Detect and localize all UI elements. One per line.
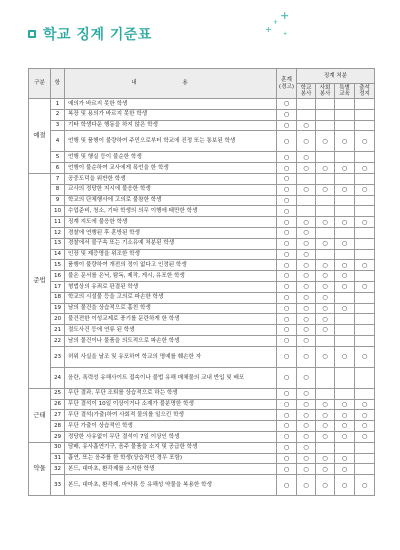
special-education-mark [335, 173, 355, 184]
item-number: 11 [51, 217, 65, 228]
item-description: 복장 및 용의가 바르지 못한 학생 [65, 109, 277, 120]
item-number: 17 [51, 281, 65, 292]
item-description: 징계 지도에 불응한 학생 [65, 217, 277, 228]
suspension-mark [355, 109, 375, 120]
table-row [29, 335, 375, 346]
school-service-mark: ○ [297, 453, 316, 464]
warning-mark: ○ [277, 238, 297, 249]
community-service-mark [316, 173, 335, 184]
item-number: 2 [51, 109, 65, 120]
community-service-mark [316, 249, 335, 260]
warning-mark: ○ [277, 184, 297, 195]
item-description: 학교의 시설물 등을 고의로 파손한 학생 [65, 292, 277, 303]
item-number: 18 [51, 292, 65, 303]
community-service-mark: ○ [316, 314, 335, 325]
item-description: 수업준비, 청소, 기타 학생의 의무 이행에 태만한 학생 [65, 206, 277, 217]
warning-mark: ○ [277, 388, 297, 399]
table-row [29, 249, 375, 260]
item-description: 교사의 정당한 지시에 불응한 학생 [65, 184, 277, 195]
table-row [29, 410, 375, 421]
item-number: 21 [51, 325, 65, 336]
suspension-mark [355, 292, 375, 303]
table-row [29, 120, 375, 131]
suspension-mark [355, 442, 375, 453]
community-service-mark: ○ [316, 260, 335, 271]
item-description: 경찰에서 불구속 또는 기소유예 처분된 학생 [65, 238, 277, 249]
suspension-mark [355, 453, 375, 464]
item-number: 22 [51, 335, 65, 346]
table-row [29, 325, 375, 336]
item-description: 무단 가출이 상습적인 학생 [65, 421, 277, 432]
warning-mark: ○ [277, 442, 297, 453]
warning-mark: ○ [277, 99, 297, 110]
table-row [29, 195, 375, 206]
table-row [29, 388, 375, 399]
item-number: 29 [51, 431, 65, 442]
item-number: 15 [51, 260, 65, 271]
item-description: 기타 학생다운 행동을 하지 않은 학생 [65, 120, 277, 131]
item-description: 무단 결석이 10일 이상이거나 소재가 불분명한 학생 [65, 399, 277, 410]
school-service-mark: ○ [297, 421, 316, 432]
warning-mark: ○ [277, 292, 297, 303]
suspension-mark [355, 335, 375, 346]
community-service-mark [316, 388, 335, 399]
suspension-mark: ○ [355, 131, 375, 152]
item-number: 5 [51, 152, 65, 163]
special-education-mark [335, 335, 355, 346]
item-description: 언행 및 행실 등이 불순한 학생 [65, 152, 277, 163]
suspension-mark [355, 99, 375, 110]
item-number: 9 [51, 195, 65, 206]
school-service-mark [297, 195, 316, 206]
warning-mark: ○ [277, 173, 297, 184]
school-service-mark [297, 206, 316, 217]
community-service-mark: ○ [316, 410, 335, 421]
community-service-mark: ○ [316, 281, 335, 292]
suspension-mark: ○ [355, 184, 375, 195]
special-education-mark: ○ [335, 421, 355, 432]
special-education-mark: ○ [335, 453, 355, 464]
header-category: 구분 [29, 69, 51, 99]
suspension-mark [355, 238, 375, 249]
school-service-mark: ○ [297, 184, 316, 195]
table-row [29, 238, 375, 249]
warning-mark: ○ [277, 281, 297, 292]
warning-mark: ○ [277, 431, 297, 442]
school-service-mark: ○ [297, 260, 316, 271]
suspension-mark [355, 206, 375, 217]
community-service-mark: ○ [316, 346, 335, 367]
category-cell: 약물 [29, 442, 51, 495]
item-number: 20 [51, 314, 65, 325]
suspension-mark [355, 173, 375, 184]
table-row [29, 303, 375, 314]
suspension-mark: ○ [355, 410, 375, 421]
plus-decoration-icon: + [273, 19, 279, 26]
school-service-mark: ○ [297, 271, 316, 282]
item-description: 본드, 대마초, 환각제를 소지한 학생 [65, 464, 277, 475]
header-community-service: 사회 봉사 [316, 84, 335, 99]
item-description: 음란, 폭력성 유해사이트 접속이나 불법 유해 매체물의 교내 반입 및 배포 [65, 367, 277, 388]
school-service-mark [297, 99, 316, 110]
community-service-mark: ○ [316, 421, 335, 432]
warning-mark: ○ [277, 163, 297, 174]
special-education-mark: ○ [335, 410, 355, 421]
suspension-mark: ○ [355, 399, 375, 410]
item-description: 정당한 사유없이 무단 결석이 7일 이상인 학생 [65, 431, 277, 442]
header-school-service: 학교 봉사 [297, 84, 316, 99]
suspension-mark: ○ [355, 475, 375, 496]
community-service-mark [316, 120, 335, 131]
table-row [29, 152, 375, 163]
item-number: 12 [51, 227, 65, 238]
title-block [28, 22, 152, 46]
item-description: 학교의 단체행사에 고의로 불참한 학생 [65, 195, 277, 206]
suspension-mark [355, 464, 375, 475]
suspension-mark: ○ [355, 346, 375, 367]
square-bullet-icon [28, 30, 36, 38]
warning-mark: ○ [277, 367, 297, 388]
table-row [29, 109, 375, 120]
warning-mark: ○ [277, 453, 297, 464]
warning-mark: ○ [277, 271, 297, 282]
item-number: 16 [51, 271, 65, 282]
item-number: 28 [51, 421, 65, 432]
school-service-mark: ○ [297, 131, 316, 152]
school-service-mark: ○ [297, 475, 316, 496]
item-number: 10 [51, 206, 65, 217]
header-content [65, 69, 277, 99]
warning-mark: ○ [277, 260, 297, 271]
item-description: 불건전한 이성교제로 풍기를 문란하게 한 학생 [65, 314, 277, 325]
warning-mark: ○ [277, 335, 297, 346]
item-description: 담배, 유사흡연기구, 음주 물품을 소지 및 공급한 학생 [65, 442, 277, 453]
school-service-mark: ○ [297, 217, 316, 228]
community-service-mark [316, 206, 335, 217]
suspension-mark: ○ [355, 421, 375, 432]
warning-mark: ○ [277, 421, 297, 432]
special-education-mark: ○ [335, 399, 355, 410]
header-special-education: 특별 교육 [335, 84, 355, 99]
suspension-mark [355, 388, 375, 399]
special-education-mark [335, 314, 355, 325]
item-number: 30 [51, 442, 65, 453]
table-row [29, 421, 375, 432]
table-row [29, 453, 375, 464]
community-service-mark: ○ [316, 184, 335, 195]
school-service-mark: ○ [297, 281, 316, 292]
item-description: 허위 사실을 날조 및 유포하여 학교의 명예를 훼손한 자 [65, 346, 277, 367]
school-service-mark: ○ [297, 152, 316, 163]
suspension-mark [355, 303, 375, 314]
suspension-mark [355, 367, 375, 388]
warning-mark: ○ [277, 314, 297, 325]
special-education-mark [335, 388, 355, 399]
table-row [29, 271, 375, 282]
table-row [29, 227, 375, 238]
school-service-mark [297, 173, 316, 184]
suspension-mark [355, 227, 375, 238]
warning-mark: ○ [277, 325, 297, 336]
community-service-mark: ○ [316, 431, 335, 442]
table-row [29, 314, 375, 325]
special-education-mark: ○ [335, 217, 355, 228]
warning-mark: ○ [277, 249, 297, 260]
item-number: 32 [51, 464, 65, 475]
special-education-mark [335, 99, 355, 110]
community-service-mark [316, 109, 335, 120]
community-service-mark [316, 227, 335, 238]
table-row [29, 131, 375, 152]
item-description: 예의가 바르지 못한 학생 [65, 99, 277, 110]
school-service-mark: ○ [297, 163, 316, 174]
table-row [29, 346, 375, 367]
item-number: 13 [51, 238, 65, 249]
suspension-mark [355, 152, 375, 163]
school-service-mark: ○ [297, 120, 316, 131]
warning-mark: ○ [277, 410, 297, 421]
table-row [29, 399, 375, 410]
community-service-mark [316, 367, 335, 388]
community-service-mark [316, 195, 335, 206]
table-row [29, 442, 375, 453]
item-number: 26 [51, 399, 65, 410]
school-service-mark: ○ [297, 431, 316, 442]
special-education-mark [335, 227, 355, 238]
special-education-mark [335, 120, 355, 131]
school-service-mark: ○ [297, 335, 316, 346]
warning-mark: ○ [277, 195, 297, 206]
header-content-label: 내 용 [131, 80, 210, 87]
special-education-mark [335, 152, 355, 163]
item-number: 6 [51, 163, 65, 174]
special-education-mark [335, 325, 355, 336]
table-row [29, 367, 375, 388]
special-education-mark: ○ [335, 464, 355, 475]
warning-mark: ○ [277, 131, 297, 152]
community-service-mark: ○ [316, 131, 335, 152]
table-row [29, 99, 375, 110]
school-service-mark: ○ [297, 464, 316, 475]
community-service-mark: ○ [316, 271, 335, 282]
table-row [29, 292, 375, 303]
item-number: 27 [51, 410, 65, 421]
special-education-mark [335, 109, 355, 120]
table-row [29, 206, 375, 217]
school-service-mark: ○ [297, 227, 316, 238]
school-service-mark: ○ [297, 325, 316, 336]
community-service-mark: ○ [316, 238, 335, 249]
table-row [29, 163, 375, 174]
school-service-mark: ○ [297, 410, 316, 421]
item-number: 3 [51, 120, 65, 131]
item-number: 14 [51, 249, 65, 260]
school-service-mark: ○ [297, 303, 316, 314]
community-service-mark [316, 442, 335, 453]
warning-mark: ○ [277, 346, 297, 367]
school-service-mark: ○ [297, 346, 316, 367]
suspension-mark [355, 271, 375, 282]
item-description: 남의 물건이나 물품을 의도적으로 파손한 학생 [65, 335, 277, 346]
special-education-mark [335, 292, 355, 303]
plus-decoration-icon: + [283, 31, 288, 37]
item-number: 7 [51, 173, 65, 184]
warning-mark: ○ [277, 109, 297, 120]
special-education-mark: ○ [335, 131, 355, 152]
category-cell: 예절 [29, 99, 51, 174]
item-description: 공중도덕을 위반한 학생 [65, 173, 277, 184]
warning-mark: ○ [277, 475, 297, 496]
plus-decoration-icon: + [280, 9, 290, 22]
warning-mark: ○ [277, 464, 297, 475]
school-service-mark: ○ [297, 292, 316, 303]
suspension-mark: ○ [355, 281, 375, 292]
item-description: 흡연, 또는 음주를 한 학생(상습적인 경우 포함) [65, 453, 277, 464]
special-education-mark: ○ [335, 184, 355, 195]
community-service-mark: ○ [316, 325, 335, 336]
special-education-mark [335, 367, 355, 388]
special-education-mark [335, 249, 355, 260]
item-description: 절도사건 등에 연류 된 학생 [65, 325, 277, 336]
table-row [29, 431, 375, 442]
item-description: 남의 물건을 상습적으로 훔친 학생 [65, 303, 277, 314]
suspension-mark: ○ [355, 431, 375, 442]
special-education-mark: ○ [335, 346, 355, 367]
warning-mark: ○ [277, 303, 297, 314]
table-row [29, 260, 375, 271]
item-description: 불온 문서를 은닉, 탐독, 제작, 게시, 유포한 학생 [65, 271, 277, 282]
warning-mark: ○ [277, 152, 297, 163]
community-service-mark: ○ [316, 163, 335, 174]
special-education-mark: ○ [335, 303, 355, 314]
community-service-mark: ○ [316, 399, 335, 410]
category-cell: 근태 [29, 388, 51, 442]
special-education-mark: ○ [335, 271, 355, 282]
header-number: 항 [51, 69, 65, 99]
suspension-mark: ○ [355, 163, 375, 174]
school-service-mark: ○ [297, 399, 316, 410]
item-description: 품행이 불량하여 개전의 정이 없다고 인정된 학생 [65, 260, 277, 271]
discipline-table-container [28, 68, 374, 496]
item-number: 19 [51, 303, 65, 314]
table-row [29, 281, 375, 292]
suspension-mark [355, 325, 375, 336]
item-number: 31 [51, 453, 65, 464]
suspension-mark: ○ [355, 260, 375, 271]
suspension-mark [355, 120, 375, 131]
item-description: 언행 및 품행이 불량하여 주민으로부터 학교에 진정 또는 통보된 학생 [65, 131, 277, 152]
table-body [29, 99, 375, 496]
item-description: 무단 결과, 무단 조퇴를 상습적으로 하는 학생 [65, 388, 277, 399]
item-number: 4 [51, 131, 65, 152]
suspension-mark: ○ [355, 217, 375, 228]
table-row [29, 173, 375, 184]
community-service-mark: ○ [316, 475, 335, 496]
community-service-mark: ○ [316, 292, 335, 303]
item-number: 25 [51, 388, 65, 399]
school-service-mark: ○ [297, 367, 316, 388]
plus-decoration-icon: + [265, 25, 272, 34]
school-service-mark: ○ [297, 249, 316, 260]
school-service-mark: ○ [297, 314, 316, 325]
school-service-mark: ○ [297, 442, 316, 453]
warning-mark: ○ [277, 227, 297, 238]
item-description: 본드, 대마초, 환각제, 마약류 등 유해성 약물을 복용한 학생 [65, 475, 277, 496]
community-service-mark: ○ [316, 217, 335, 228]
header-suspension: 출석 정지 [355, 84, 375, 99]
warning-mark: ○ [277, 120, 297, 131]
table-row [29, 217, 375, 228]
suspension-mark [355, 195, 375, 206]
warning-mark: ○ [277, 206, 297, 217]
community-service-mark: ○ [316, 303, 335, 314]
discipline-standards-table [28, 68, 375, 496]
special-education-mark: ○ [335, 163, 355, 174]
table-row [29, 475, 375, 496]
item-description: 무단 결석(가출)하여 사회적 물의를 일으킨 학생 [65, 410, 277, 421]
item-description: 인장 및 제증명을 위조한 학생 [65, 249, 277, 260]
item-number: 24 [51, 367, 65, 388]
suspension-mark [355, 314, 375, 325]
item-description: 경찰에 연행된 후 훈방된 학생 [65, 227, 277, 238]
special-education-mark: ○ [335, 281, 355, 292]
special-education-mark [335, 206, 355, 217]
item-number: 8 [51, 184, 65, 195]
item-description: 언행이 불순하여 교사에게 폭언을 한 학생 [65, 163, 277, 174]
special-education-mark: ○ [335, 260, 355, 271]
item-number: 33 [51, 475, 65, 496]
page-title: 학교 징계 기준표 [43, 27, 152, 43]
category-cell: 준법 [29, 173, 51, 388]
warning-mark: ○ [277, 399, 297, 410]
community-service-mark: ○ [316, 464, 335, 475]
suspension-mark [355, 249, 375, 260]
warning-mark: ○ [277, 217, 297, 228]
table-row [29, 184, 375, 195]
community-service-mark: ○ [316, 453, 335, 464]
community-service-mark [316, 335, 335, 346]
special-education-mark: ○ [335, 431, 355, 442]
school-service-mark: ○ [297, 238, 316, 249]
header-discipline-group: 징계 처분 [297, 69, 375, 84]
school-service-mark: ○ [297, 388, 316, 399]
special-education-mark: ○ [335, 475, 355, 496]
item-description: 형법상의 유죄로 판결된 학생 [65, 281, 277, 292]
community-service-mark [316, 152, 335, 163]
special-education-mark [335, 442, 355, 453]
table-row [29, 464, 375, 475]
special-education-mark [335, 195, 355, 206]
special-education-mark: ○ [335, 238, 355, 249]
item-number: 1 [51, 99, 65, 110]
school-service-mark [297, 109, 316, 120]
item-number: 23 [51, 346, 65, 367]
community-service-mark [316, 99, 335, 110]
header-warning: 훈계 (경고) [277, 69, 297, 99]
